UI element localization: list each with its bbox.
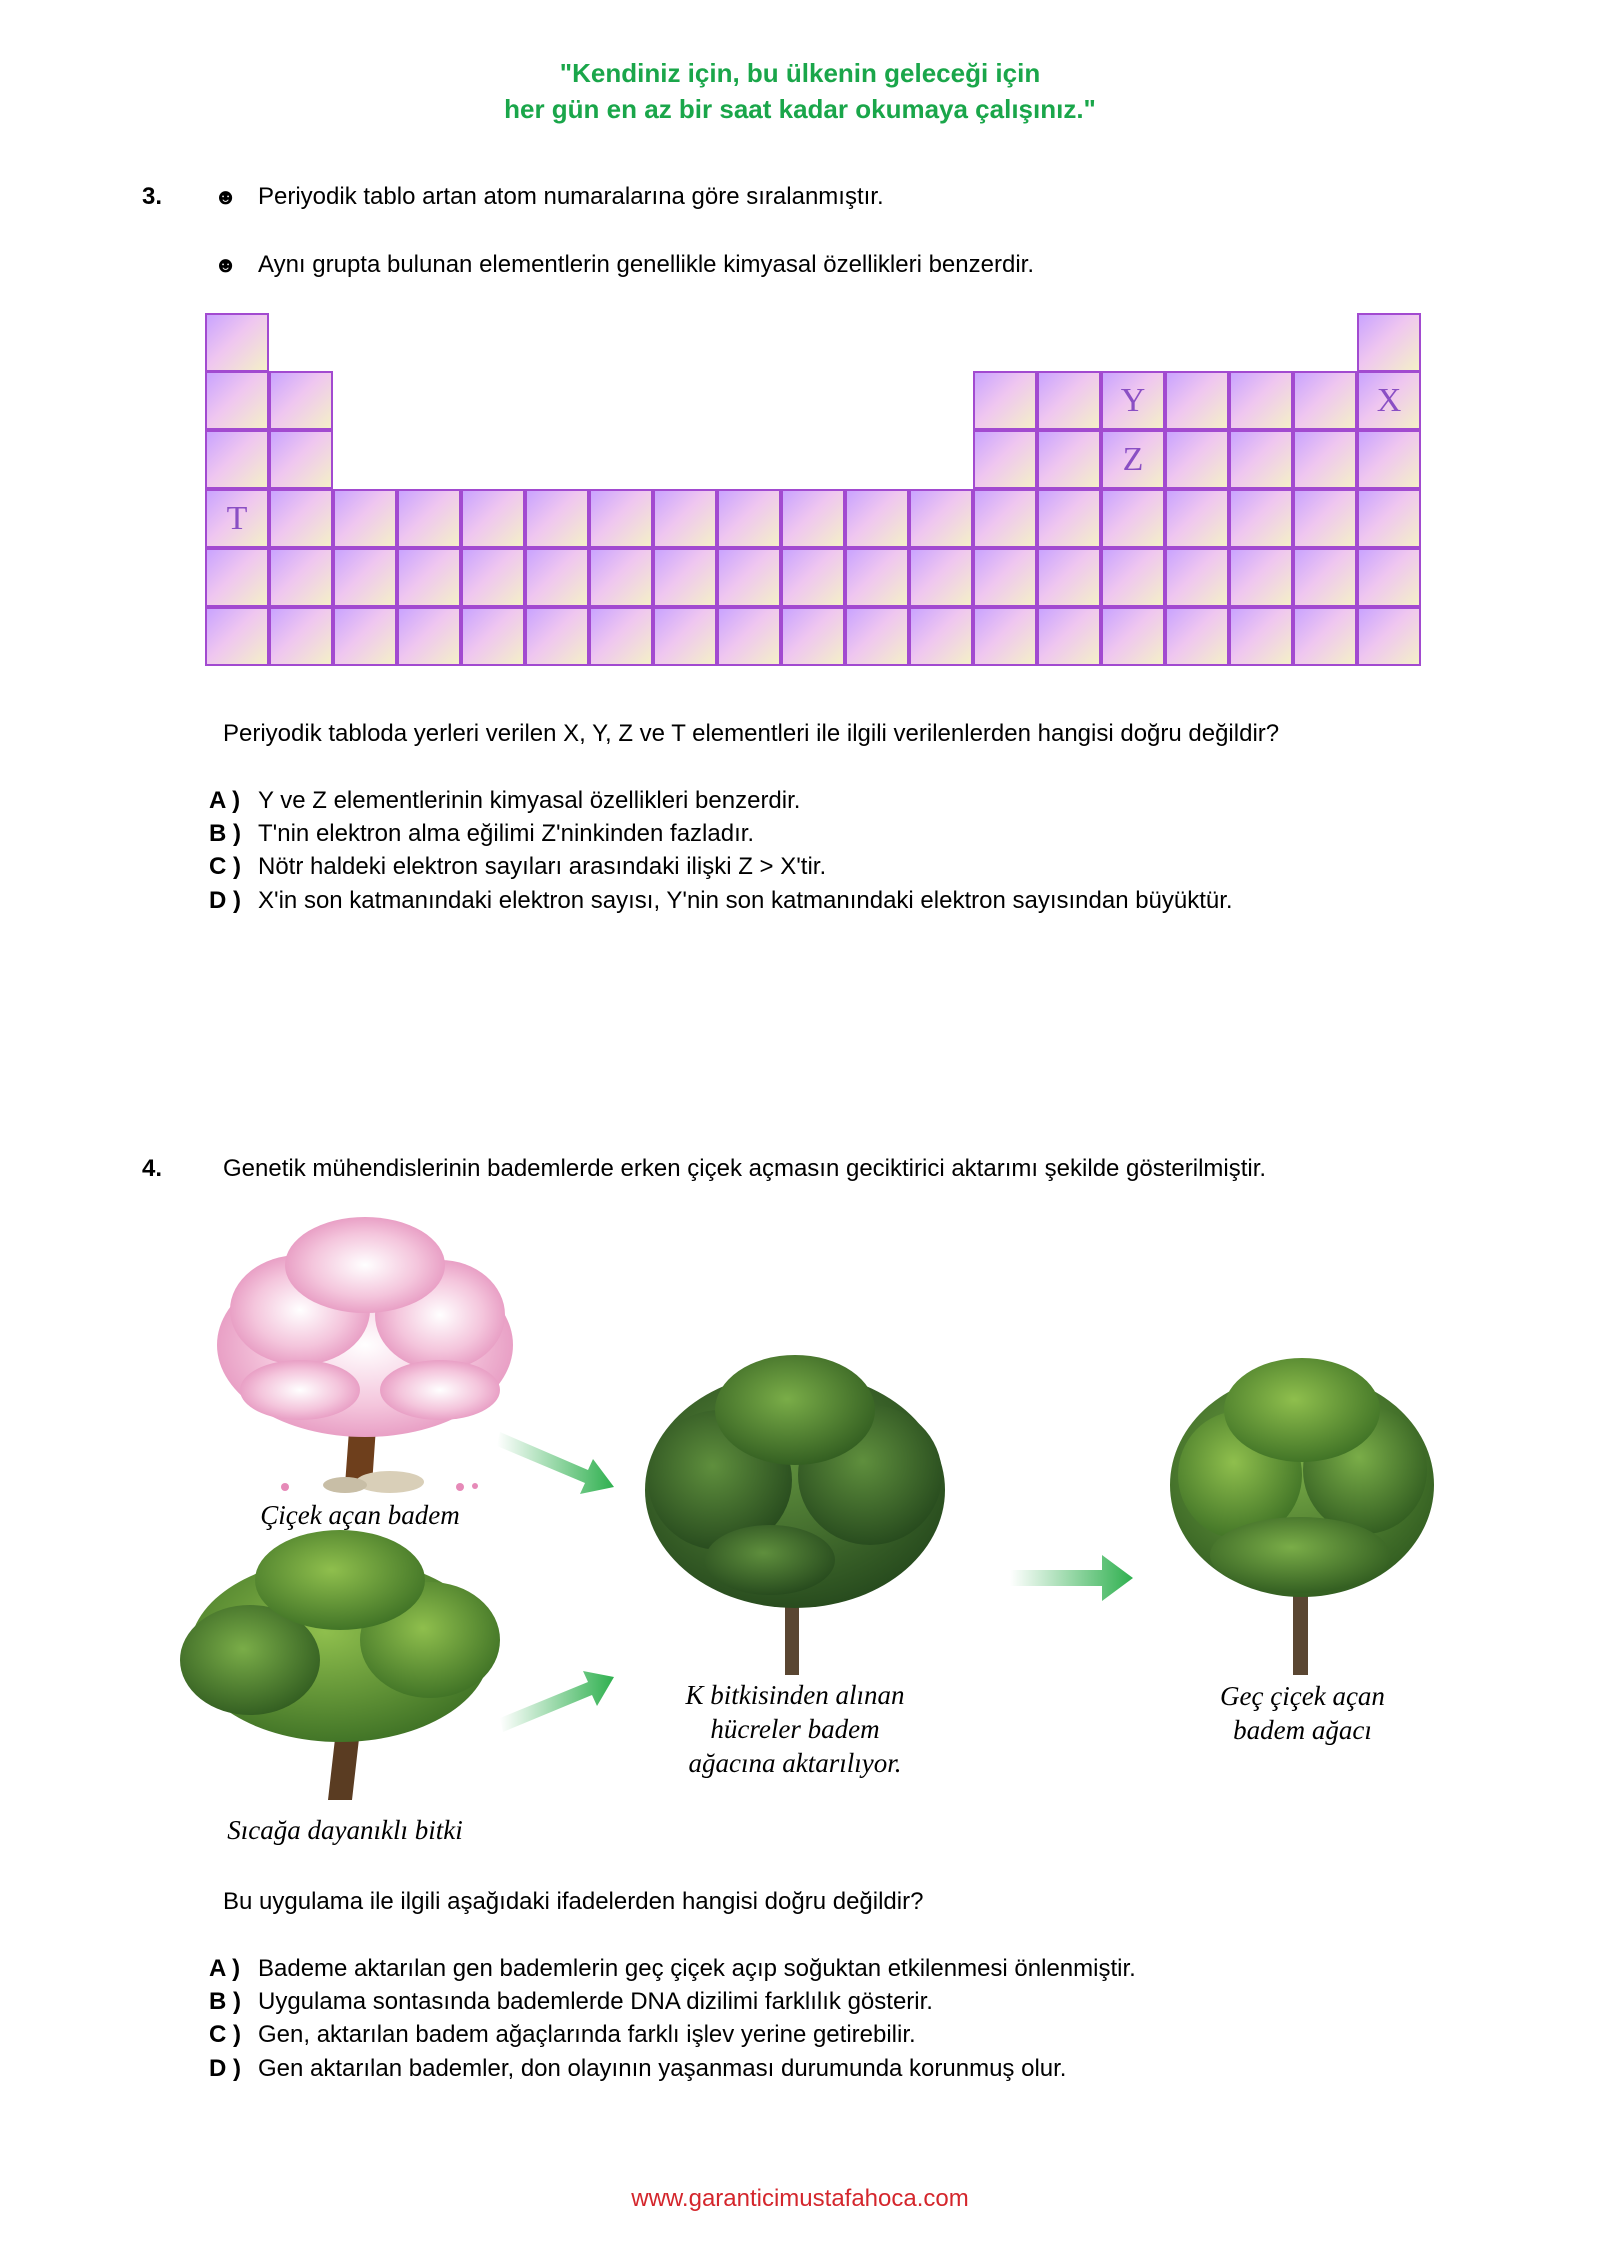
table-cell	[525, 489, 589, 548]
table-cell	[269, 489, 333, 548]
table-cell	[845, 607, 909, 666]
table-cell	[1037, 430, 1101, 489]
table-cell	[333, 607, 397, 666]
table-cell	[909, 548, 973, 607]
table-cell	[397, 607, 461, 666]
table-cell	[781, 548, 845, 607]
table-cell	[1037, 371, 1101, 430]
table-cell	[205, 607, 269, 666]
table-cell	[653, 607, 717, 666]
table-cell	[1293, 489, 1357, 548]
element-cell-y: Y	[1101, 371, 1165, 430]
question-intro: Genetik mühendislerinin bademlerde erken çiçek açmasın geciktirici aktarımı şekilde gösterilmiştir.	[223, 1155, 1267, 1182]
transgenic-tree-icon	[645, 1355, 945, 1675]
table-cell	[781, 607, 845, 666]
table-cell	[1101, 489, 1165, 548]
arrow-icon	[500, 1671, 614, 1732]
table-cell	[909, 489, 973, 548]
table-cell	[781, 489, 845, 548]
statement-1: Periyodik tablo artan atom numaralarına göre sıralanmıştır.	[258, 183, 884, 210]
caption-result-1: Geç çiçek açan	[1220, 1681, 1385, 1711]
element-cell-z: Z	[1101, 430, 1165, 489]
table-cell	[1037, 489, 1101, 548]
table-cell	[1357, 430, 1421, 489]
table-cell	[525, 607, 589, 666]
table-cell	[1357, 548, 1421, 607]
table-cell	[653, 548, 717, 607]
table-cell	[1229, 371, 1293, 430]
table-cell	[973, 548, 1037, 607]
option-c-text[interactable]: Nötr haldeki elektron sayıları arasındaki ilişki Z > X'tir.	[258, 853, 827, 880]
option-d-text[interactable]: X'in son katmanındaki elektron sayısı, Y'nin son katmanındaki elektron sayısından büyüktür.	[258, 887, 1233, 914]
option-letter-a: A )	[209, 1955, 241, 1982]
table-cell	[1357, 607, 1421, 666]
table-cell	[589, 548, 653, 607]
option-letter-d: D )	[209, 887, 241, 914]
table-cell	[973, 430, 1037, 489]
table-cell	[973, 607, 1037, 666]
table-cell	[461, 607, 525, 666]
option-letter-c: C )	[209, 853, 241, 880]
question-text: Periyodik tabloda yerleri verilen X, Y, Z ve T elementleri ile ilgili verilenlerden hangisi doğru değildir?	[223, 720, 1280, 747]
option-a-text[interactable]: Y ve Z elementlerinin kimyasal özellikleri benzerdir.	[258, 787, 801, 814]
option-letter-d: D )	[209, 2055, 241, 2082]
table-cell	[845, 548, 909, 607]
option-letter-c: C )	[209, 2021, 241, 2048]
table-cell	[1357, 489, 1421, 548]
smiley-bullet-icon: ☻	[214, 184, 238, 209]
table-cell	[717, 489, 781, 548]
table-cell	[397, 548, 461, 607]
table-cell	[1165, 489, 1229, 548]
element-cell-t: T	[205, 489, 269, 548]
option-d-text[interactable]: Gen aktarılan bademler, don olayının yaşanması durumunda korunmuş olur.	[258, 2055, 1067, 2082]
table-cell	[269, 371, 333, 430]
table-cell	[1101, 548, 1165, 607]
quote-line-2: her gün en az bir saat kadar okumaya çalışınız."	[504, 94, 1096, 124]
statement-2: Aynı grupta bulunan elementlerin genellikle kimyasal özellikleri benzerdir.	[258, 251, 1034, 278]
quote-line-1: "Kendiniz için, bu ülkenin geleceği için	[559, 58, 1041, 88]
caption-middle-2: hücreler badem	[710, 1714, 880, 1744]
table-cell	[1165, 430, 1229, 489]
table-cell	[1293, 607, 1357, 666]
question-number: 3.	[142, 183, 163, 210]
table-cell	[1101, 607, 1165, 666]
table-cell	[973, 489, 1037, 548]
option-letter-b: B )	[209, 1988, 241, 2015]
table-cell	[269, 430, 333, 489]
question-text: Bu uygulama ile ilgili aşağıdaki ifadelerden hangisi doğru değildir?	[223, 1888, 924, 1915]
table-cell	[1229, 548, 1293, 607]
table-cell	[1293, 430, 1357, 489]
table-cell	[1357, 313, 1421, 372]
table-cell	[1037, 607, 1101, 666]
periodic-table	[0, 0, 1600, 700]
arrow-icon	[1010, 1555, 1133, 1601]
table-cell	[717, 548, 781, 607]
table-cell	[845, 489, 909, 548]
caption-heat-plant: Sıcağa dayanıklı bitki	[227, 1815, 463, 1845]
table-cell	[269, 548, 333, 607]
table-cell	[1293, 371, 1357, 430]
option-letter-a: A )	[209, 787, 241, 814]
caption-middle-1: K bitkisinden alınan	[685, 1680, 905, 1710]
table-cell	[653, 489, 717, 548]
option-b-text[interactable]: Uygulama sontasında bademlerde DNA dizilimi farklılık gösterir.	[258, 1988, 933, 2015]
table-cell	[1165, 371, 1229, 430]
table-cell	[589, 489, 653, 548]
late-blooming-tree-icon	[1170, 1358, 1434, 1675]
table-cell	[909, 607, 973, 666]
table-cell	[205, 430, 269, 489]
table-cell	[461, 548, 525, 607]
table-cell	[461, 489, 525, 548]
table-cell	[973, 371, 1037, 430]
option-a-text[interactable]: Bademe aktarılan gen bademlerin geç çiçek açıp soğuktan etkilenmesi önlenmiştir.	[258, 1955, 1136, 1982]
caption-result-2: badem ağacı	[1233, 1715, 1372, 1745]
table-cell	[589, 607, 653, 666]
blossom-tree-icon	[217, 1217, 513, 1493]
table-cell	[269, 607, 333, 666]
table-cell	[205, 313, 269, 372]
table-cell	[1229, 489, 1293, 548]
table-cell	[1037, 548, 1101, 607]
table-cell	[333, 548, 397, 607]
element-cell-x: X	[1357, 371, 1421, 430]
caption-middle-3: ağacına aktarılıyor.	[688, 1748, 902, 1778]
table-cell	[333, 489, 397, 548]
arrow-icon	[497, 1432, 614, 1494]
table-cell	[525, 548, 589, 607]
option-c-text[interactable]: Gen, aktarılan badem ağaçlarında farklı işlev yerine getirebilir.	[258, 2021, 916, 2048]
table-cell	[1229, 607, 1293, 666]
smiley-bullet-icon: ☻	[214, 252, 238, 277]
heat-resistant-tree-icon	[180, 1530, 500, 1800]
table-cell	[1229, 430, 1293, 489]
table-cell	[205, 548, 269, 607]
table-cell	[717, 607, 781, 666]
table-cell	[1165, 607, 1229, 666]
gene-transfer-diagram	[0, 1200, 1600, 1900]
question-number: 4.	[142, 1155, 163, 1182]
option-b-text[interactable]: T'nin elektron alma eğilimi Z'ninkinden fazladır.	[258, 820, 755, 847]
table-cell	[1293, 548, 1357, 607]
caption-blossom-tree: Çiçek açan badem	[260, 1500, 460, 1530]
table-cell	[1165, 548, 1229, 607]
table-cell	[205, 371, 269, 430]
table-cell	[397, 489, 461, 548]
option-letter-b: B )	[209, 820, 241, 847]
footer-url[interactable]: www.garanticimustafahoca.com	[631, 2185, 969, 2212]
